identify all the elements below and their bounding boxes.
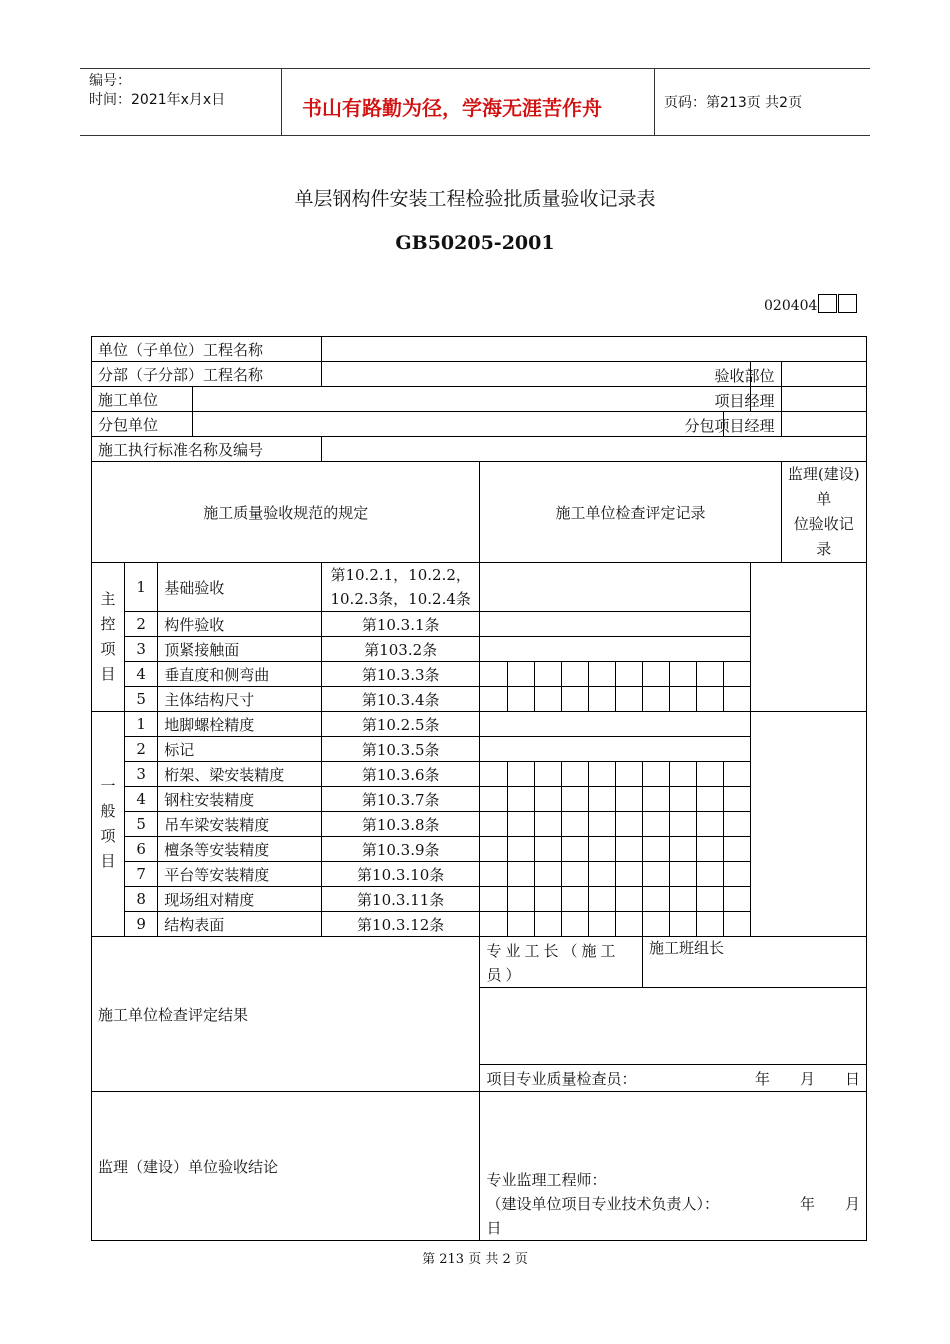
record-grid-cell[interactable] <box>697 837 724 862</box>
record-grid-cell[interactable] <box>615 862 642 887</box>
record-cell[interactable] <box>480 563 751 612</box>
record-grid-cell[interactable] <box>561 787 588 812</box>
owner-label: （建设单位项目专业技术负责人）： <box>486 1195 719 1213</box>
record-grid-cell[interactable] <box>534 787 561 812</box>
record-grid-cell[interactable] <box>697 812 724 837</box>
standard-name-value[interactable] <box>321 437 866 462</box>
record-grid-cell[interactable] <box>588 687 615 712</box>
item-clause: 第10.3.7条 <box>321 787 480 812</box>
item-name: 钢柱安装精度 <box>158 787 322 812</box>
record-grid-cell[interactable] <box>561 762 588 787</box>
table-row <box>92 862 867 887</box>
group-label-char: 一 <box>100 777 116 795</box>
item-name: 檀条等安装精度 <box>158 837 322 862</box>
standard-code: GB50205-2001 <box>395 232 555 254</box>
inspector-label: 项目专业质量检查员： <box>486 1069 637 1088</box>
table-row <box>92 837 867 862</box>
item-no: 5 <box>125 687 158 712</box>
record-grid-cell[interactable] <box>697 862 724 887</box>
item-no: 6 <box>125 837 158 862</box>
item-name: 构件验收 <box>158 612 322 637</box>
record-grid-cell[interactable] <box>697 787 724 812</box>
record-grid-cell[interactable] <box>670 837 697 862</box>
conclusion-body[interactable] <box>480 1092 867 1241</box>
result-date: 年 月 日 <box>754 1069 860 1088</box>
record-grid-cell[interactable] <box>480 812 507 837</box>
record-grid-cell[interactable] <box>480 762 507 787</box>
record-grid-cell[interactable] <box>670 887 697 912</box>
record-grid-cell[interactable] <box>561 837 588 862</box>
record-grid-cell[interactable] <box>507 762 534 787</box>
record-grid-cell[interactable] <box>561 662 588 687</box>
item-clause: 第10.3.3条 <box>321 662 480 687</box>
item-no: 9 <box>125 912 158 937</box>
header-divider-right <box>654 68 655 136</box>
record-grid-cell[interactable] <box>615 812 642 837</box>
supervision-column-header <box>781 462 866 563</box>
conclusion-label: 监理（建设）单位验收结论 <box>92 1092 480 1241</box>
project-name-value[interactable] <box>321 337 866 362</box>
record-grid-cell[interactable] <box>615 787 642 812</box>
record-grid-cell[interactable] <box>588 762 615 787</box>
record-grid-cell[interactable] <box>724 787 751 812</box>
record-grid-cell[interactable] <box>697 912 724 937</box>
sub-manager-cell <box>684 412 781 437</box>
table-row <box>92 887 867 912</box>
record-grid-cell[interactable] <box>615 837 642 862</box>
table-row <box>92 812 867 837</box>
supervision-cell[interactable] <box>751 712 867 937</box>
code-box-1[interactable] <box>818 294 837 313</box>
team-leader-label: 施工班组长 <box>649 939 725 957</box>
conclusion-date: 年 月 <box>799 1195 860 1213</box>
subcontractor-label: 分包单位 <box>92 412 193 437</box>
record-grid-cell[interactable] <box>534 912 561 937</box>
table-row <box>92 712 867 737</box>
group-label-char: 控 <box>100 615 116 633</box>
record-grid-cell[interactable] <box>615 762 642 787</box>
record-grid-cell[interactable] <box>643 887 670 912</box>
supervision-header-line1: 监理(建设)单 <box>787 465 860 508</box>
item-clause: 第103.2条 <box>321 637 480 662</box>
record-grid-cell[interactable] <box>480 912 507 937</box>
record-grid-cell[interactable] <box>534 837 561 862</box>
record-grid-cell[interactable] <box>588 837 615 862</box>
record-cell[interactable] <box>480 737 751 762</box>
record-grid-cell[interactable] <box>643 762 670 787</box>
table-row <box>92 687 867 712</box>
group-label <box>92 563 125 712</box>
group-label-char: 项 <box>100 640 116 658</box>
group-label-char: 主 <box>100 590 116 608</box>
item-clause: 第10.3.1条 <box>321 612 480 637</box>
item-clause: 第10.3.11条 <box>321 887 480 912</box>
page-title: 单层钢构件安装工程检验批质量验收记录表 <box>294 188 656 210</box>
owner-line <box>486 1192 860 1216</box>
record-grid-cell[interactable] <box>480 687 507 712</box>
group-label-char: 目 <box>100 665 116 683</box>
project-manager-cell <box>714 387 781 412</box>
item-no: 2 <box>125 737 158 762</box>
supervision-header-line2: 位验收记录 <box>793 515 854 558</box>
contractor-label: 施工单位 <box>92 387 193 412</box>
record-grid-cell[interactable] <box>507 912 534 937</box>
item-clause: 第10.2.5条 <box>321 712 480 737</box>
code-box-2[interactable] <box>838 294 857 313</box>
division-row <box>92 362 867 387</box>
record-grid-cell[interactable] <box>615 912 642 937</box>
record-grid-cell[interactable] <box>507 687 534 712</box>
inspection-form <box>91 336 867 1241</box>
header-top-rule <box>80 68 870 69</box>
item-no: 4 <box>125 662 158 687</box>
foreman-label: 专业工长（施工员） <box>480 937 643 988</box>
record-grid-cell[interactable] <box>588 662 615 687</box>
record-grid-cell[interactable] <box>724 887 751 912</box>
record-grid-cell[interactable] <box>534 662 561 687</box>
result-sign <box>480 1065 867 1092</box>
record-grid-cell[interactable] <box>588 912 615 937</box>
column-header-row <box>92 462 867 563</box>
item-name: 垂直度和侧弯曲 <box>158 662 322 687</box>
record-grid-cell[interactable] <box>670 662 697 687</box>
motto: 书山有路勤为径，学海无涯苦作舟 <box>302 96 602 120</box>
record-grid-cell[interactable] <box>643 787 670 812</box>
record-grid-cell[interactable] <box>697 662 724 687</box>
record-grid-cell[interactable] <box>480 887 507 912</box>
record-cell[interactable] <box>480 637 751 662</box>
group-label-char: 般 <box>100 802 116 820</box>
acceptance-part-label: 验收部位 <box>714 367 775 385</box>
item-no: 3 <box>125 762 158 787</box>
record-grid-cell[interactable] <box>561 862 588 887</box>
general-items <box>92 712 867 937</box>
sub-manager-value[interactable] <box>781 412 866 437</box>
item-name: 结构表面 <box>158 912 322 937</box>
table-row <box>92 662 867 687</box>
record-grid-cell[interactable] <box>507 812 534 837</box>
record-grid-cell[interactable] <box>697 687 724 712</box>
record-grid-cell[interactable] <box>643 812 670 837</box>
record-grid-cell[interactable] <box>507 887 534 912</box>
main-items <box>92 563 867 712</box>
record-grid-cell[interactable] <box>480 662 507 687</box>
record-grid-cell[interactable] <box>643 687 670 712</box>
standard-name-label: 施工执行标准名称及编号 <box>92 437 322 462</box>
record-cell[interactable] <box>480 712 751 737</box>
item-no: 4 <box>125 787 158 812</box>
record-grid-cell[interactable] <box>561 812 588 837</box>
date-label: 时间：2021年x月x日 <box>89 92 226 108</box>
conclusion-row <box>92 1092 867 1241</box>
record-cell[interactable] <box>480 612 751 637</box>
group-label-char: 目 <box>100 852 116 870</box>
item-name: 吊车梁安装精度 <box>158 812 322 837</box>
record-grid-cell[interactable] <box>534 887 561 912</box>
record-grid-cell[interactable] <box>480 837 507 862</box>
record-grid-cell[interactable] <box>670 912 697 937</box>
record-grid-cell[interactable] <box>561 887 588 912</box>
record-grid-cell[interactable] <box>561 912 588 937</box>
group-label <box>92 712 125 937</box>
item-clause: 第10.3.10条 <box>321 862 480 887</box>
table-row <box>92 637 867 662</box>
record-grid-cell[interactable] <box>670 687 697 712</box>
result-body[interactable] <box>480 988 867 1065</box>
group-label-char: 项 <box>100 827 116 845</box>
division-value[interactable] <box>321 362 751 387</box>
record-grid-cell[interactable] <box>615 662 642 687</box>
record-grid-cell[interactable] <box>615 887 642 912</box>
record-grid-cell[interactable] <box>724 837 751 862</box>
item-clause: 第10.3.9条 <box>321 837 480 862</box>
record-grid-cell[interactable] <box>507 662 534 687</box>
item-name: 平台等安装精度 <box>158 862 322 887</box>
project-manager-label: 项目经理 <box>714 392 775 410</box>
record-grid-cell[interactable] <box>588 787 615 812</box>
table-row <box>92 612 867 637</box>
result-label: 施工单位检查评定结果 <box>92 937 480 1092</box>
item-clause: 第10.2.1，10.2.2，10.2.3条，10.2.4条 <box>321 563 480 612</box>
item-no: 3 <box>125 637 158 662</box>
item-name: 基础验收 <box>158 563 322 612</box>
foreman-value[interactable] <box>643 937 867 988</box>
item-name: 地脚螺栓精度 <box>158 712 322 737</box>
subcontractor-row <box>92 412 867 437</box>
project-name-label: 单位（子单位）工程名称 <box>92 337 322 362</box>
spec-column-header: 施工质量验收规范的规定 <box>92 462 480 563</box>
item-clause: 第10.3.5条 <box>321 737 480 762</box>
header-divider-left <box>281 68 282 136</box>
table-row <box>92 912 867 937</box>
item-clause: 第10.3.4条 <box>321 687 480 712</box>
record-grid-cell[interactable] <box>670 812 697 837</box>
item-no: 8 <box>125 887 158 912</box>
contractor-row <box>92 387 867 412</box>
item-name: 标记 <box>158 737 322 762</box>
record-grid-cell[interactable] <box>561 687 588 712</box>
project-name-row <box>92 337 867 362</box>
record-grid-cell[interactable] <box>697 762 724 787</box>
item-name: 主体结构尺寸 <box>158 687 322 712</box>
record-grid-cell[interactable] <box>534 687 561 712</box>
result-foreman-row <box>92 937 867 988</box>
item-clause: 第10.3.6条 <box>321 762 480 787</box>
record-grid-cell[interactable] <box>724 762 751 787</box>
record-grid-cell[interactable] <box>534 812 561 837</box>
item-no: 7 <box>125 862 158 887</box>
acceptance-part-value[interactable] <box>781 362 866 387</box>
form-code-text: 020404 <box>764 298 818 314</box>
record-grid-cell[interactable] <box>643 912 670 937</box>
contractor-value[interactable] <box>193 387 751 412</box>
record-grid-cell[interactable] <box>670 862 697 887</box>
item-no: 1 <box>125 563 158 612</box>
record-grid-cell[interactable] <box>724 687 751 712</box>
record-column-header: 施工单位检查评定记录 <box>480 462 781 563</box>
table-row <box>92 762 867 787</box>
record-grid-cell[interactable] <box>588 862 615 887</box>
form-code <box>764 294 857 314</box>
record-grid-cell[interactable] <box>480 862 507 887</box>
item-no: 1 <box>125 712 158 737</box>
record-grid-cell[interactable] <box>643 662 670 687</box>
record-grid-cell[interactable] <box>643 837 670 862</box>
table-row <box>92 787 867 812</box>
record-grid-cell[interactable] <box>670 787 697 812</box>
record-grid-cell[interactable] <box>724 662 751 687</box>
record-grid-cell[interactable] <box>615 687 642 712</box>
division-label: 分部（子分部）工程名称 <box>92 362 322 387</box>
record-grid-cell[interactable] <box>724 812 751 837</box>
subcontractor-value[interactable] <box>193 412 724 437</box>
record-grid-cell[interactable] <box>480 787 507 812</box>
supervision-cell[interactable] <box>751 563 867 712</box>
item-name: 现场组对精度 <box>158 887 322 912</box>
page-footer: 第 213 页 共 2 页 <box>422 1252 528 1267</box>
item-name: 顶紧接触面 <box>158 637 322 662</box>
record-grid-cell[interactable] <box>507 787 534 812</box>
acceptance-part-cell <box>714 362 781 387</box>
record-grid-cell[interactable] <box>588 887 615 912</box>
table-row <box>92 737 867 762</box>
table-row <box>92 563 867 612</box>
record-grid-cell[interactable] <box>670 762 697 787</box>
item-clause: 第10.3.12条 <box>321 912 480 937</box>
standard-name-row <box>92 437 867 462</box>
record-grid-cell[interactable] <box>534 762 561 787</box>
sub-manager-label: 分包项目经理 <box>684 417 775 435</box>
record-grid-cell[interactable] <box>588 812 615 837</box>
record-grid-cell[interactable] <box>724 912 751 937</box>
record-grid-cell[interactable] <box>724 862 751 887</box>
project-manager-value[interactable] <box>781 387 866 412</box>
header-bottom-rule <box>80 135 870 136</box>
page-info: 页码：第213页 共2页 <box>664 95 803 111</box>
record-grid-cell[interactable] <box>507 837 534 862</box>
record-grid-cell[interactable] <box>534 862 561 887</box>
item-no: 5 <box>125 812 158 837</box>
engineer-label: 专业监理工程师： <box>486 1171 607 1189</box>
serial-label: 编号： <box>89 73 131 89</box>
record-grid-cell[interactable] <box>507 862 534 887</box>
record-grid-cell[interactable] <box>697 887 724 912</box>
record-grid-cell[interactable] <box>643 862 670 887</box>
item-name: 桁架、梁安装精度 <box>158 762 322 787</box>
item-clause: 第10.3.8条 <box>321 812 480 837</box>
conclusion-day: 日 <box>486 1219 502 1237</box>
item-no: 2 <box>125 612 158 637</box>
